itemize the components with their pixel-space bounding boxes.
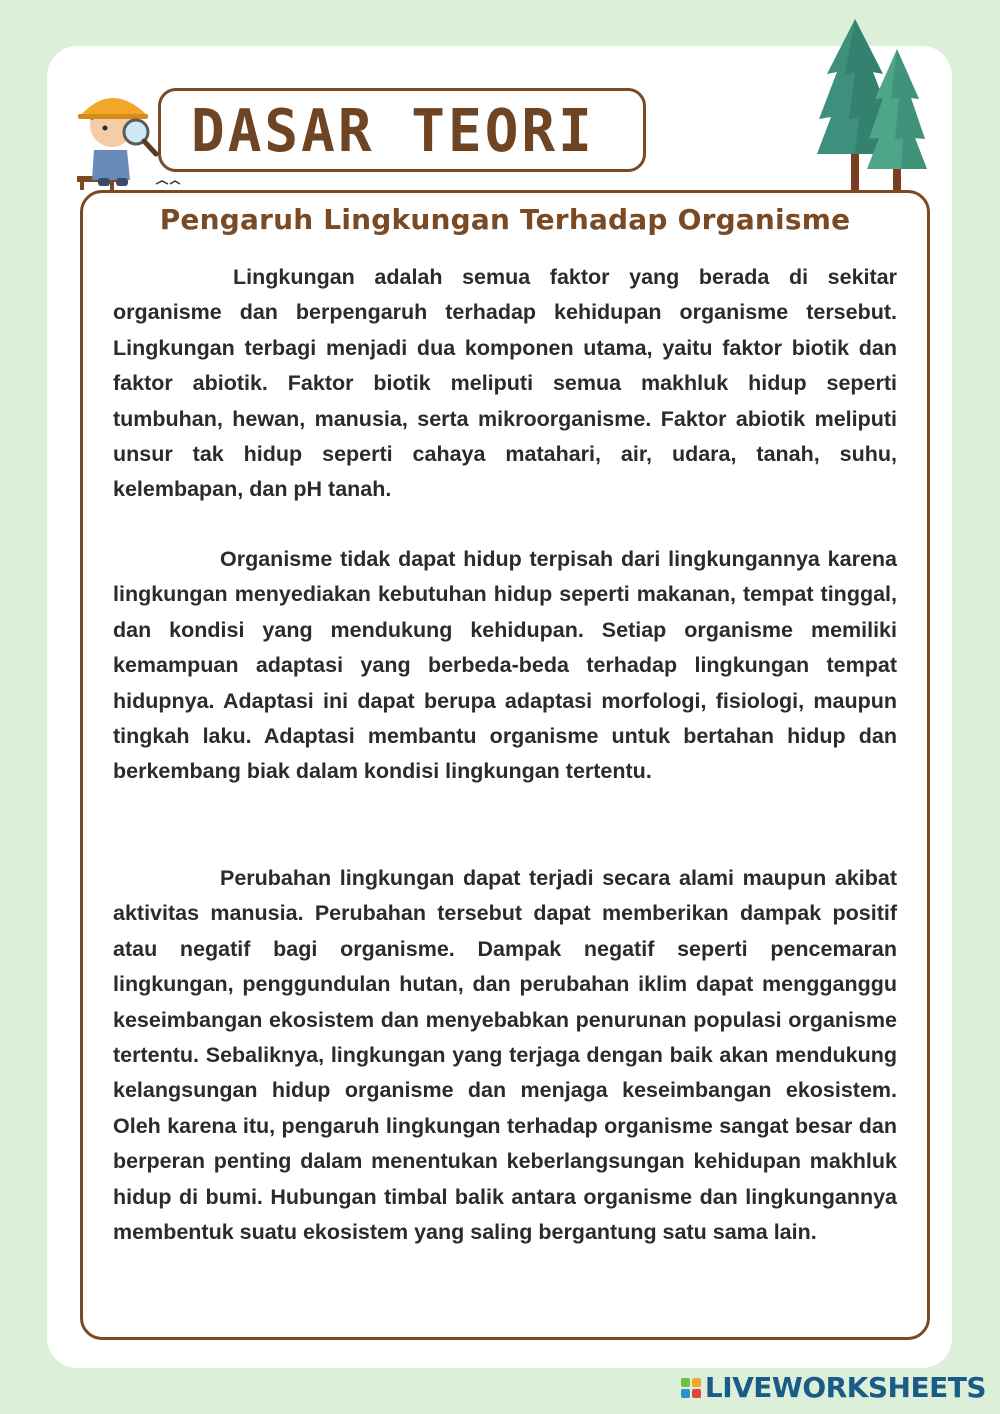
section-subtitle: Pengaruh Lingkungan Terhadap Organisme	[159, 203, 851, 236]
page-title: DASAR TEORI	[191, 97, 595, 166]
paragraph-2: Organisme tidak dapat hidup terpisah dari lingkungannya karena lingkungan menyediakan kebutuhan hidup seperti makanan, tempat tinggal, dan kondisi yang mendukung kehidupan. Setiap organisme memiliki kemampuan adaptasi yang berbeda-beda terhadap lingkungan tempat hidupnya. Adaptasi ini dapat berupa adaptasi morfologi, fisiologi, maupun tingkah laku. Adaptasi membantu organisme untuk bertahan hidup dan berkembang biak dalam kondisi lingkungan tertentu.	[113, 547, 897, 784]
title-box	[158, 88, 646, 172]
trees-illustration	[815, 14, 940, 204]
content-box	[80, 190, 930, 1340]
paragraph-3: Perubahan lingkungan dapat terjadi secara alami maupun akibat aktivitas manusia. Perubahan tersebut dapat memberikan dampak positif atau negatif bagi organisme. Dampak negatif seperti pencemaran lingkungan, penggundulan hutan, dan perubahan iklim dapat mengganggu keseimbangan ekosistem dan menyebabkan penurunan populasi organisme tertentu. Sebaliknya, lingkungan yang terjaga dengan baik akan mendukung kelangsungan hidup organisme dan menjaga keseimbangan ekosistem. Oleh karena itu, pengaruh lingkungan terhadap organisme sangat besar dan berperan penting dalam menentukan keberlangsungan kehidupan makhluk hidup di bumi. Hubungan timbal balik antara organisme dan lingkungannya membentuk suatu ekosistem yang saling bergantung satu sama lain.	[113, 866, 897, 1245]
brand-name: LIVEWORKSHEETS	[704, 1371, 986, 1404]
liveworksheets-logo-icon	[681, 1378, 701, 1398]
liveworksheets-logo[interactable]	[681, 1371, 986, 1404]
paragraph-1: Lingkungan adalah semua faktor yang berada di sekitar organisme dan berpengaruh terhadap kehidupan organisme tersebut. Lingkungan terbagi menjadi dua komponen utama, yaitu faktor biotik dan faktor abiotik. Faktor biotik meliputi semua makhluk hidup seperti tumbuhan, hewan, manusia, serta mikroorganisme. Faktor abiotik meliputi unsur tak hidup seperti cahaya matahari, air, udara, tanah, suhu, kelembapan, dan pH tanah.	[113, 265, 897, 502]
